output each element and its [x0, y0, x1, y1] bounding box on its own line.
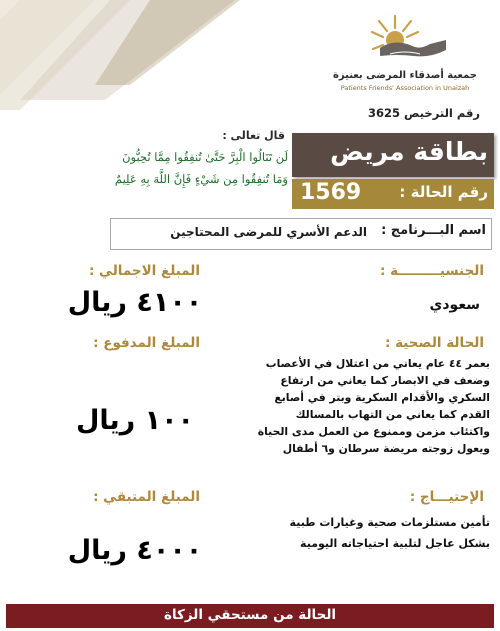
remaining-amount-value: ٤٠٠٠ ريال [67, 535, 203, 566]
total-amount-label: المبلغ الاجمالي : [88, 263, 200, 279]
health-line: السكري والأقدام السكرية وبتر في أصابع [274, 391, 490, 404]
remaining-amount-label: المبلغ المتبقي : [93, 489, 200, 505]
health-line: بعمر ٤٤ عام يعاني من اعتلال في الأعصاب [265, 357, 490, 370]
handshake-sun-logo [350, 10, 480, 72]
paid-amount-label: المبلغ المدفوع : [93, 335, 200, 351]
license-line [300, 106, 480, 120]
need-line: بشكل عاجل لتلبية احتياجاته اليومية [300, 537, 490, 550]
case-number-label: رقم الحالة : [399, 183, 488, 201]
nationality-label: الجنسيـــــــــة : [380, 263, 484, 279]
association-name-english: Patients Friends' Association in Unaizah [340, 84, 470, 92]
case-number-value: 1569 [300, 180, 362, 205]
health-status-label: الحالة الصحية : [385, 335, 484, 351]
total-amount-value: ٤١٠٠ ريال [67, 287, 203, 318]
license-label: رقم الترخيص [404, 106, 480, 120]
health-line: واكتئاب مزمن وممنوع من العمل مدى الحياة [257, 425, 490, 438]
program-label: اسم البـــرنامج : [381, 223, 486, 238]
health-line: القدم كما يعاني من التهاب بالمسالك [295, 408, 490, 421]
nationality-value: سعودي [429, 297, 480, 313]
verse-line-2: وَمَا تُنفِقُوا مِن شَيْءٍ فَإِنَّ اللَّهَ بِهِ عَلِيمٌ [114, 172, 288, 186]
association-name-arabic: جمعية أصدقاء المرضى بعنيزة [332, 70, 477, 81]
verse-line-1: لَن تَنَالُوا الْبِرَّ حَتَّىٰ تُنفِقُوا مِمَّا تُحِبُّونَ [122, 150, 288, 164]
quote-intro: قال تعالى : [222, 129, 285, 142]
program-value: الدعم الأسري للمرضى المحتاجين [170, 225, 367, 239]
corner-decoration [0, 0, 260, 120]
paid-amount-value: ١٠٠ ريال [75, 405, 195, 436]
health-line: ويعول زوجته مريضة سرطان و٦ أطفال [282, 442, 490, 455]
need-line: تأمين مستلزمات صحية وغيارات طبية [289, 516, 490, 529]
zakat-footer-text: الحالة من مستحقي الزكاة [163, 607, 337, 623]
card-title: بطاقة مريض [330, 137, 488, 166]
health-status-text [208, 355, 490, 457]
license-number: 3625 [368, 106, 401, 120]
health-line: وضعف في الابصار كما يعاني من ارتفاع [280, 374, 490, 387]
need-label: الإحتيـــاج : [409, 489, 484, 505]
need-text [208, 512, 490, 554]
